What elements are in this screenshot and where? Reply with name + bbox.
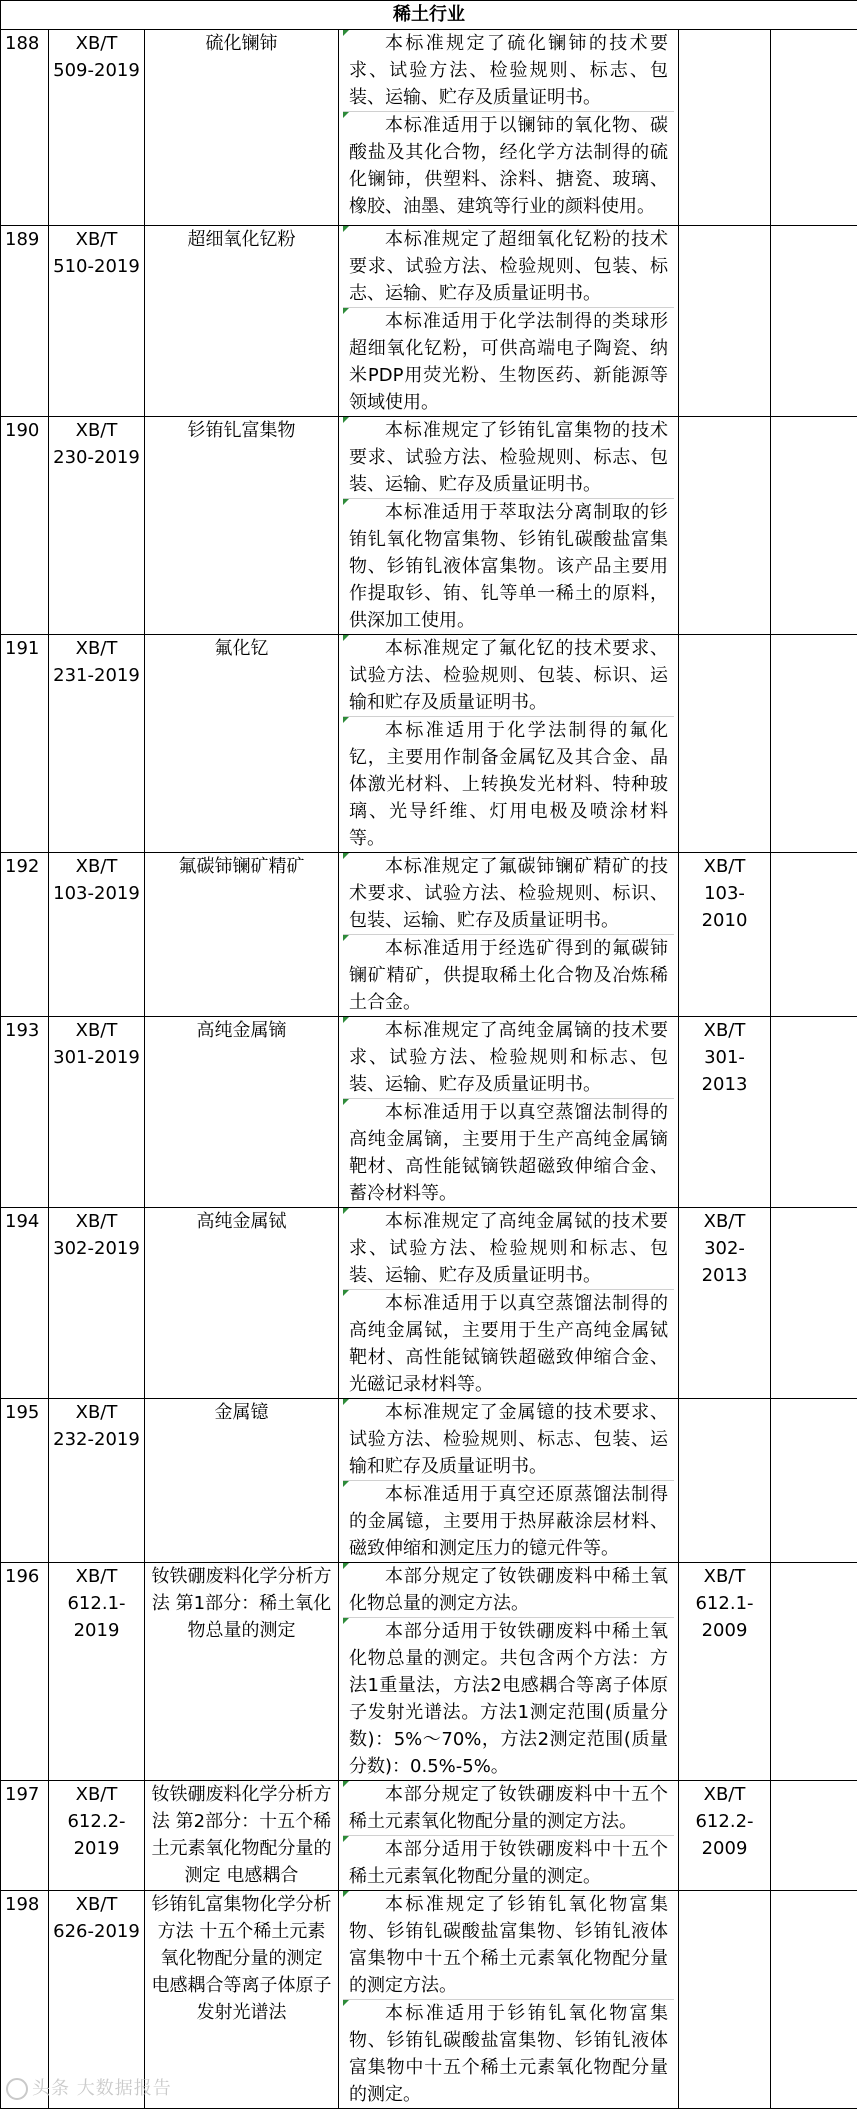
description-paragraph: 本标准规定了钐铕钆富集物的技术要求、试验方法、检验规则、标志、包装、运输、贮存及质量证明书。 — [343, 417, 674, 499]
remarks-cell — [771, 226, 857, 417]
description-cell — [339, 1891, 679, 2109]
replaced-standard-cell — [679, 226, 771, 417]
row-number-cell: 194 — [1, 1208, 49, 1399]
table-row — [1, 1017, 857, 1208]
description-paragraph: 本标准规定了高纯金属镝的技术要求、试验方法、检验规则和标志、包装、运输、贮存及质量证明书。 — [343, 1017, 674, 1099]
row-number-cell: 191 — [1, 635, 49, 853]
standard-code-cell: XB/T 612.1-2019 — [49, 1563, 145, 1781]
standard-name-cell: 高纯金属镝 — [145, 1017, 339, 1208]
replaced-standard-cell: XB/T 612.2-2009 — [679, 1781, 771, 1891]
standard-code-cell: XB/T 509-2019 — [49, 30, 145, 226]
description-cell — [339, 417, 679, 635]
remarks-cell — [771, 1781, 857, 1891]
row-number-cell: 195 — [1, 1399, 49, 1563]
description-paragraph: 本标准适用于经选矿得到的氟碳铈镧矿精矿，供提取稀土化合物及冶炼稀土合金。 — [343, 935, 674, 1016]
row-number-cell: 197 — [1, 1781, 49, 1891]
description-paragraph: 本标准规定了超细氧化钇粉的技术要求、试验方法、检验规则、包装、标志、运输、贮存及质量证明书。 — [343, 226, 674, 308]
replaced-standard-cell: XB/T 612.1-2009 — [679, 1563, 771, 1781]
watermark-logo-icon — [6, 2078, 28, 2100]
description-cell — [339, 635, 679, 853]
description-paragraph: 本标准适用于以镧铈的氧化物、碳酸盐及其化合物，经化学方法制得的硫化镧铈，供塑料、涂料、搪瓷、玻璃、橡胶、油墨、建筑等行业的颜料使用。 — [343, 112, 674, 220]
standard-code-cell: XB/T 302-2019 — [49, 1208, 145, 1399]
description-paragraph: 本标准规定了氟化钇的技术要求、试验方法、检验规则、包装、标识、运输和贮存及质量证明书。 — [343, 635, 674, 717]
description-paragraph: 本标准适用于化学法制得的氟化钇，主要用作制备金属钇及其合金、晶体激光材料、上转换发光材料、特种玻璃、光导纤维、灯用电极及喷涂材料等。 — [343, 717, 674, 852]
description-paragraph: 本标准适用于以真空蒸馏法制得的高纯金属铽，主要用于生产高纯金属铽靶材、高性能铽镝铁超磁致伸缩合金、光磁记录材料等。 — [343, 1290, 674, 1398]
table-row — [1, 635, 857, 853]
standard-code-cell: XB/T 301-2019 — [49, 1017, 145, 1208]
standard-name-cell: 氟碳铈镧矿精矿 — [145, 853, 339, 1017]
table-row — [1, 1781, 857, 1891]
description-paragraph: 本部分规定了钕铁硼废料中稀土氧化物总量的测定方法。 — [343, 1563, 674, 1618]
standard-code-cell: XB/T 103-2019 — [49, 853, 145, 1017]
description-paragraph: 本标准适用于真空还原蒸馏法制得的金属镱，主要用于热屏蔽涂层材料、磁致伸缩和测定压力的镱元件等。 — [343, 1481, 674, 1562]
row-number-cell: 192 — [1, 853, 49, 1017]
standard-name-cell: 金属镱 — [145, 1399, 339, 1563]
watermark-text: 头条 大数据报告 — [32, 2078, 172, 2099]
description-paragraph: 本标准规定了金属镱的技术要求、试验方法、检验规则、标志、包装、运输和贮存及质量证明书。 — [343, 1399, 674, 1481]
description-cell — [339, 1208, 679, 1399]
row-number-cell: 189 — [1, 226, 49, 417]
table-row — [1, 853, 857, 1017]
description-paragraph: 本标准适用于化学法制得的类球形超细氧化钇粉，可供高端电子陶瓷、纳米PDP用荧光粉、生物医药、新能源等领域使用。 — [343, 308, 674, 416]
standard-name-cell: 钕铁硼废料化学分析方法 第2部分：十五个稀土元素氧化物配分量的测定 电感耦合 — [145, 1781, 339, 1891]
table-row — [1, 417, 857, 635]
description-paragraph: 本标准适用于萃取法分离制取的钐铕钆氧化物富集物、钐铕钆碳酸盐富集物、钐铕钆液体富集物。该产品主要用作提取钐、铕、钆等单一稀土的原料，供深加工使用。 — [343, 499, 674, 634]
description-cell — [339, 30, 679, 226]
table-title: 稀土行业 — [1, 1, 857, 30]
description-paragraph: 本标准适用于钐铕钆氧化物富集物、钐铕钆碳酸盐富集物、钐铕钆液体富集物中十五个稀土元素氧化物配分量的测定。 — [343, 2000, 674, 2108]
description-paragraph: 本标准适用于以真空蒸馏法制得的高纯金属镝，主要用于生产高纯金属镝靶材、高性能铽镝铁超磁致伸缩合金、蓄冷材料等。 — [343, 1099, 674, 1207]
description-cell — [339, 1399, 679, 1563]
standard-name-cell: 高纯金属铽 — [145, 1208, 339, 1399]
standard-name-cell: 超细氧化钇粉 — [145, 226, 339, 417]
replaced-standard-cell — [679, 30, 771, 226]
standard-code-cell: XB/T 232-2019 — [49, 1399, 145, 1563]
row-number-cell: 193 — [1, 1017, 49, 1208]
description-paragraph: 本标准规定了钐铕钆氧化物富集物、钐铕钆碳酸盐富集物、钐铕钆液体富集物中十五个稀土元素氧化物配分量的测定方法。 — [343, 1891, 674, 2000]
standard-name-cell: 钕铁硼废料化学分析方法 第1部分：稀土氧化物总量的测定 — [145, 1563, 339, 1781]
description-cell — [339, 226, 679, 417]
replaced-standard-cell: XB/T 103-2010 — [679, 853, 771, 1017]
standard-name-cell: 钐铕钆富集物化学分析方法 十五个稀土元素氧化物配分量的测定 电感耦合等离子体原子发射光谱法 — [145, 1891, 339, 2109]
standard-code-cell: XB/T 626-2019 — [49, 1891, 145, 2109]
description-paragraph: 本部分适用于钕铁硼废料中十五个稀土元素氧化物配分量的测定。 — [343, 1836, 674, 1890]
replaced-standard-cell — [679, 1399, 771, 1563]
description-cell — [339, 1781, 679, 1891]
row-number-cell: 198 — [1, 1891, 49, 2109]
row-number-cell: 190 — [1, 417, 49, 635]
remarks-cell — [771, 1208, 857, 1399]
remarks-cell — [771, 30, 857, 226]
description-cell — [339, 1563, 679, 1781]
table-row — [1, 1399, 857, 1563]
remarks-cell — [771, 1017, 857, 1208]
description-paragraph: 本标准规定了氟碳铈镧矿精矿的技术要求、试验方法、检验规则、标识、包装、运输、贮存及质量证明书。 — [343, 853, 674, 935]
standard-name-cell: 钐铕钆富集物 — [145, 417, 339, 635]
remarks-cell — [771, 1399, 857, 1563]
description-paragraph: 本标准规定了高纯金属铽的技术要求、试验方法、检验规则和标志、包装、运输、贮存及质量证明书。 — [343, 1208, 674, 1290]
table-title-row — [1, 1, 857, 30]
remarks-cell — [771, 1563, 857, 1781]
replaced-standard-cell: XB/T 302-2013 — [679, 1208, 771, 1399]
standard-name-cell: 硫化镧铈 — [145, 30, 339, 226]
description-paragraph: 本部分规定了钕铁硼废料中十五个稀土元素氧化物配分量的测定方法。 — [343, 1781, 674, 1836]
standard-code-cell: XB/T 230-2019 — [49, 417, 145, 635]
remarks-cell — [771, 635, 857, 853]
table-row — [1, 30, 857, 226]
table-row — [1, 1563, 857, 1781]
standard-name-cell: 氟化钇 — [145, 635, 339, 853]
description-paragraph: 本部分适用于钕铁硼废料中稀土氧化物总量的测定。共包含两个方法：方法1重量法，方法2电感耦合等离子体原子发射光谱法。方法1测定范围(质量分数)：5%～70%，方法2测定范围(质量分数)：0.5%-5%。 — [343, 1618, 674, 1780]
row-number-cell: 188 — [1, 30, 49, 226]
table-row — [1, 1208, 857, 1399]
description-cell — [339, 853, 679, 1017]
remarks-cell — [771, 1891, 857, 2109]
row-number-cell: 196 — [1, 1563, 49, 1781]
replaced-standard-cell — [679, 1891, 771, 2109]
remarks-cell — [771, 417, 857, 635]
standard-code-cell: XB/T 231-2019 — [49, 635, 145, 853]
standard-code-cell: XB/T 612.2-2019 — [49, 1781, 145, 1891]
description-cell — [339, 1017, 679, 1208]
description-paragraph: 本标准规定了硫化镧铈的技术要求、试验方法、检验规则、标志、包装、运输、贮存及质量证明书。 — [343, 30, 674, 112]
replaced-standard-cell: XB/T 301-2013 — [679, 1017, 771, 1208]
remarks-cell — [771, 853, 857, 1017]
standard-code-cell: XB/T 510-2019 — [49, 226, 145, 417]
watermark — [6, 2074, 172, 2100]
table-row — [1, 226, 857, 417]
replaced-standard-cell — [679, 417, 771, 635]
replaced-standard-cell — [679, 635, 771, 853]
